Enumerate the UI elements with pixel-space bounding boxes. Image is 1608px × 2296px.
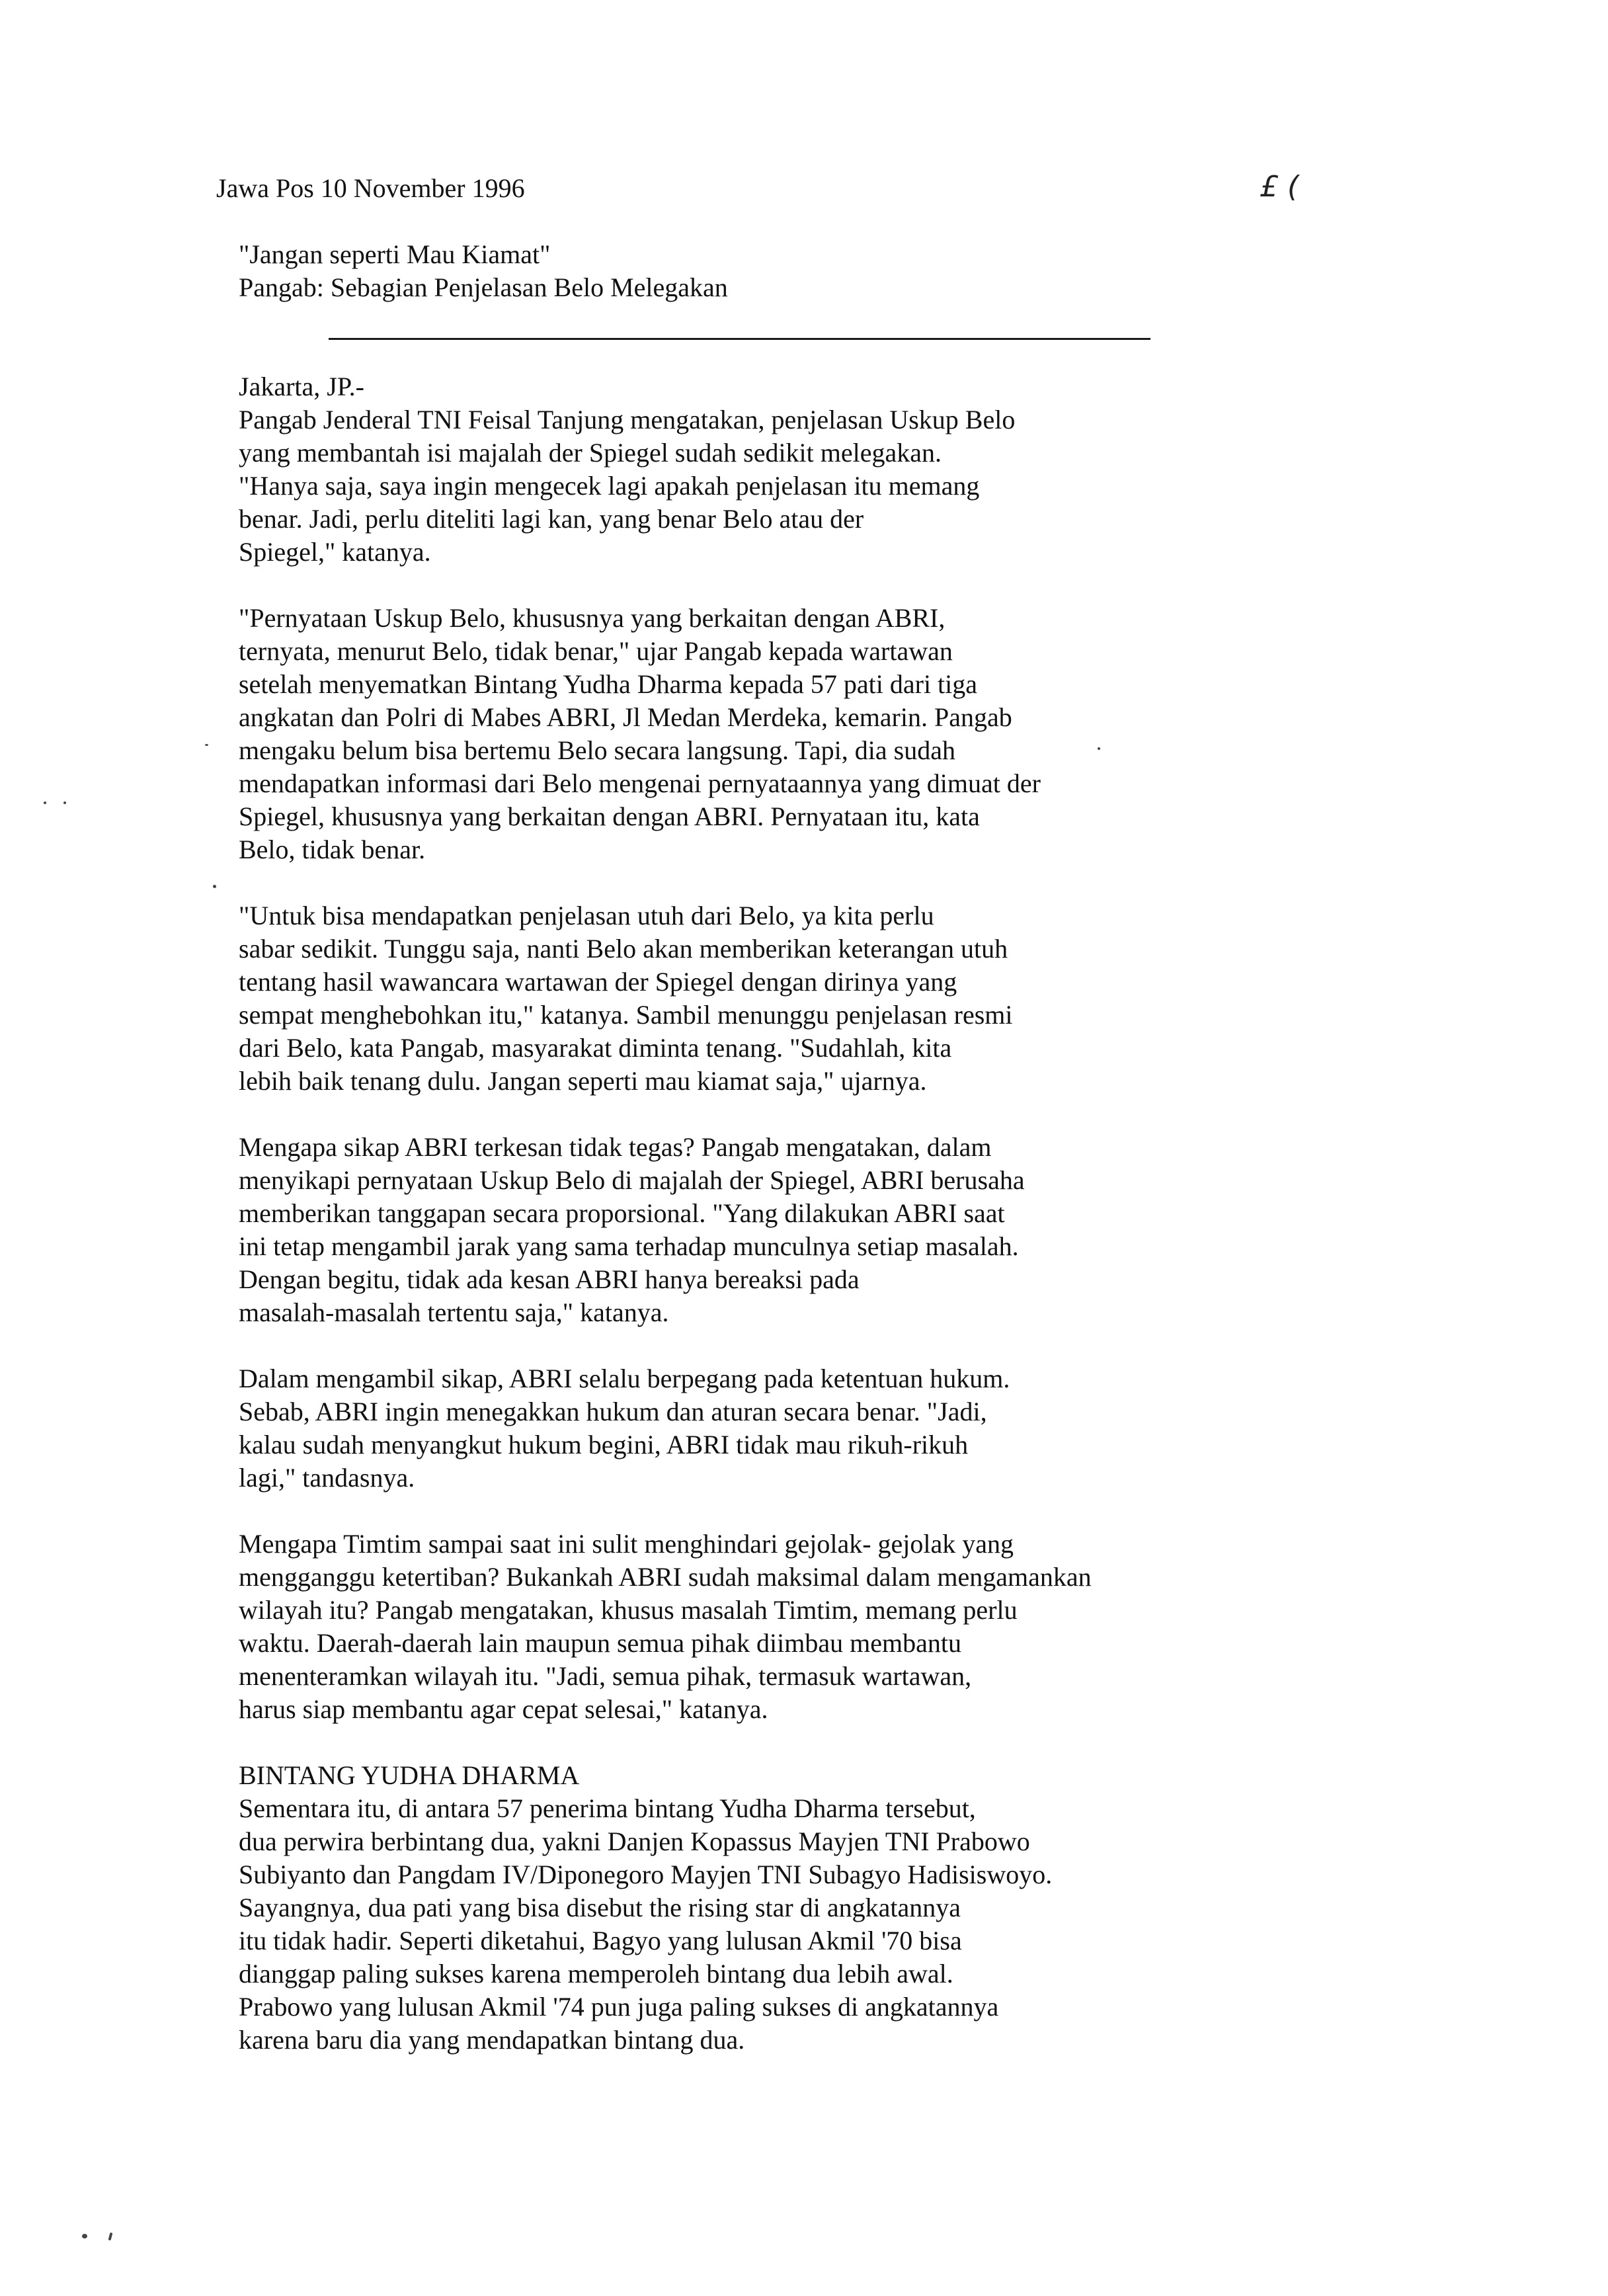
paragraph-line: Mengapa sikap ABRI terkesan tidak tegas? Pangab mengatakan, dalam [239,1132,992,1162]
paragraph-line: "Pernyataan Uskup Belo, khususnya yang berkaitan dengan ABRI, [239,603,945,633]
paragraph-line: benar. Jadi, perlu diteliti lagi kan, yang benar Belo atau der [239,504,864,534]
paragraph-line: yang membantah isi majalah der Spiegel sudah sedikit melegakan. [239,438,942,468]
paragraph-line: Pangab Jenderal TNI Feisal Tanjung mengatakan, penjelasan Uskup Belo [239,405,1016,434]
scan-speck [63,801,66,804]
paragraph-line: dua perwira berbintang dua, yakni Danjen Kopassus Mayjen TNI Prabowo [239,1826,1030,1856]
paragraph-line: wilayah itu? Pangab mengatakan, khusus masalah Timtim, memang perlu [239,1595,1018,1625]
paragraph-line: "Untuk bisa mendapatkan penjelasan utuh dari Belo, ya kita perlu [239,901,934,930]
article-paragraph [239,602,1178,866]
paragraph-line: menenteramkan wilayah itu. "Jadi, semua pihak, termasuk wartawan, [239,1661,972,1691]
source-citation: Jawa Pos 10 November 1996 [216,173,525,203]
paragraph-line: karena baru dia yang mendapatkan bintang dua. [239,2025,745,2055]
paragraph-line: Spiegel," katanya. [239,537,431,567]
paragraph-line: masalah-masalah tertentu saja," katanya. [239,1297,669,1327]
paragraph-line: memberikan tanggapan secara proporsional. "Yang dilakukan ABRI saat [239,1198,1005,1228]
paragraph-line: Mengapa Timtim sampai saat ini sulit menghindari gejolak- gejolak yang [239,1529,1014,1559]
paragraph-line: ternyata, menurut Belo, tidak benar," ujar Pangab kepada wartawan [239,636,953,666]
article-body [239,370,1178,2090]
scan-speck [205,744,208,746]
headline-subtitle: Pangab: Sebagian Penjelasan Belo Melegakan [239,272,728,302]
article-paragraph [239,1528,1178,1726]
paragraph-line: lagi," tandasnya. [239,1463,415,1493]
scan-speck [1098,747,1100,750]
paragraph-line: Jakarta, JP.- [239,372,364,401]
paragraph-line: tentang hasil wawancara wartawan der Spiegel dengan dirinya yang [239,967,957,997]
scan-speck [82,2234,87,2238]
paragraph-line: sabar sedikit. Tunggu saja, nanti Belo akan memberikan keterangan utuh [239,934,1008,964]
headline-divider [329,338,1150,340]
scan-speck [213,885,216,888]
paragraph-line: Sayangnya, dua pati yang bisa disebut the rising star di angkatannya [239,1893,961,1922]
article-paragraph [239,370,1178,569]
paragraph-line: dari Belo, kata Pangab, masyarakat diminta tenang. "Sudahlah, kita [239,1033,952,1063]
paragraph-line: kalau sudah menyangkut hukum begini, ABRI tidak mau rikuh-rikuh [239,1430,969,1459]
headline-title: "Jangan seperti Mau Kiamat" [239,239,551,269]
paragraph-line: Prabowo yang lulusan Akmil '74 pun juga paling sukses di angkatannya [239,1992,999,2022]
paragraph-line: Spiegel, khususnya yang berkaitan dengan ABRI. Pernyataan itu, kata [239,801,980,831]
article-paragraph [239,1131,1178,1329]
paragraph-line: Belo, tidak benar. [239,835,426,864]
paragraph-line: Subiyanto dan Pangdam IV/Diponegoro Mayjen TNI Subagyo Hadisiswoyo. [239,1860,1053,1889]
scan-speck [44,801,46,804]
article-paragraph [239,1362,1178,1495]
paragraph-line: itu tidak hadir. Seperti diketahui, Bagyo yang lulusan Akmil '70 bisa [239,1926,962,1955]
section-heading: BINTANG YUDHA DHARMA [239,1760,580,1790]
article-paragraph [239,1759,1178,2057]
article-headline [239,238,728,304]
paragraph-line: harus siap membantu agar cepat selesai," katanya. [239,1694,768,1724]
paragraph-line: Dengan begitu, tidak ada kesan ABRI hanya bereaksi pada [239,1264,860,1294]
paragraph-line: dianggap paling sukses karena memperoleh bintang dua lebih awal. [239,1959,953,1988]
article-paragraph [239,899,1178,1098]
paragraph-line: Dalam mengambil sikap, ABRI selalu berpegang pada ketentuan hukum. [239,1364,1010,1393]
paragraph-line: "Hanya saja, saya ingin mengecek lagi apakah penjelasan itu memang [239,471,980,501]
paragraph-line: mengganggu ketertiban? Bukankah ABRI sudah maksimal dalam mengamankan [239,1562,1092,1592]
handwritten-page-mark: £ ( [1260,170,1299,204]
paragraph-line: lebih baik tenang dulu. Jangan seperti mau kiamat saja," ujarnya. [239,1066,927,1096]
paragraph-line: waktu. Daerah-daerah lain maupun semua pihak diimbau membantu [239,1628,961,1658]
paragraph-line: menyikapi pernyataan Uskup Belo di majalah der Spiegel, ABRI berusaha [239,1165,1025,1195]
paragraph-line: setelah menyematkan Bintang Yudha Dharma kepada 57 pati dari tiga [239,669,978,699]
paragraph-line: angkatan dan Polri di Mabes ABRI, Jl Medan Merdeka, kemarin. Pangab [239,702,1012,732]
paragraph-line: mendapatkan informasi dari Belo mengenai pernyataannya yang dimuat der [239,768,1041,798]
paragraph-line: ini tetap mengambil jarak yang sama terhadap munculnya setiap masalah. [239,1231,1019,1261]
paragraph-line: mengaku belum bisa bertemu Belo secara langsung. Tapi, dia sudah [239,735,955,765]
scan-speck [108,2233,113,2241]
paragraph-line: Sebab, ABRI ingin menegakkan hukum dan aturan secara benar. "Jadi, [239,1397,987,1426]
paragraph-line: Sementara itu, di antara 57 penerima bintang Yudha Dharma tersebut, [239,1793,976,1823]
paragraph-line: sempat menghebohkan itu," katanya. Sambil menunggu penjelasan resmi [239,1000,1013,1030]
